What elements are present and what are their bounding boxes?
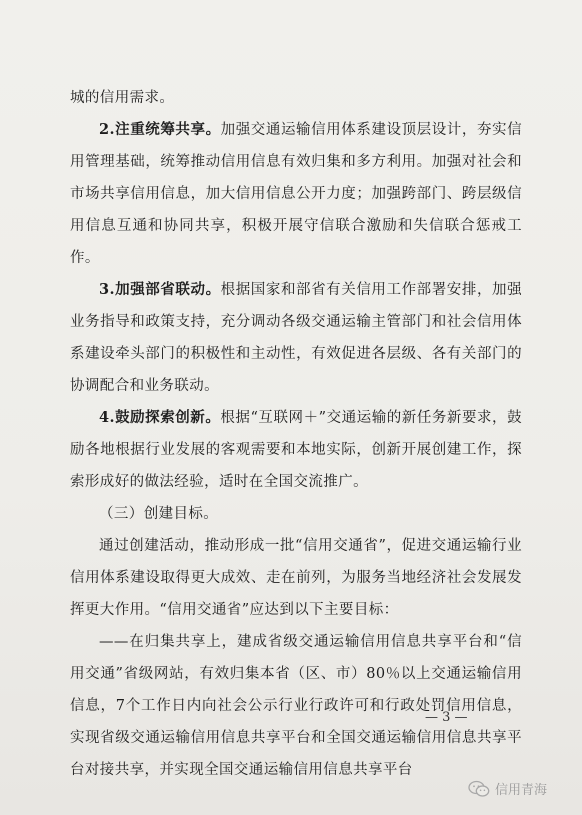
page-number: — 3 —: [425, 710, 468, 725]
paragraph-lead: 2.注重统筹共享。: [99, 121, 221, 138]
paragraph-text: ——在归集共享上，建成省级交通运输信用信息共享平台和“信用交通”省级网站，有效归集本省（区、市）80％以上交通运输信用信息，7个工作日内向社会公示行业行政许可和行政处罚信用信息，实现省级交通运输信用信息共享平台和全国交通运输信用信息共享平台对接共享，并实现全国交通运输信用信息共享平台: [70, 634, 522, 778]
paragraph-6: [70, 626, 522, 786]
paragraph-lead: 4.鼓励探索创新。: [99, 409, 221, 426]
paragraph-3: [70, 402, 522, 498]
paragraph-text: 根据“互联网＋”交通运输的新任务新要求，鼓励各地根据行业发展的客观需要和本地实际，创新开展创建工作，探索形成好的做法经验，适时在全国交流推广。: [70, 410, 522, 490]
paragraph-5: [70, 530, 522, 626]
section-heading: （三）创建目标。: [99, 506, 219, 522]
paragraph-text: 城的信用需求。: [70, 90, 175, 106]
paragraph-text: 通过创建活动，推动形成一批“信用交通省”，促进交通运输行业信用体系建设取得更大成效、走在前列，为服务当地经济社会发展发挥更大作用。“信用交通省”应达到以下主要目标：: [70, 538, 522, 618]
paragraph-text: 根据国家和部省有关信用工作部署安排，加强业务指导和政策支持，充分调动各级交通运输主管部门和社会信用体系建设牵头部门的积极性和主动性，有效促进各层级、各有关部门的协调配合和业务联动。: [70, 282, 522, 394]
document-body: [70, 82, 522, 786]
wechat-icon: [468, 780, 490, 798]
paragraph-0: [70, 82, 522, 114]
paragraph-1: [70, 114, 522, 274]
watermark-text: 信用青海: [495, 783, 548, 798]
paragraph-2: [70, 274, 522, 402]
watermark: [468, 779, 547, 798]
paragraph-lead: 3.加强部省联动。: [99, 281, 221, 298]
paragraph-text: 加强交通运输信用体系建设顶层设计，夯实信用管理基础，统筹推动信用信息有效归集和多方利用。加强对社会和市场共享信用信息，加大信用信息公开力度；加强跨部门、跨层级信用信息互通和协同共享，积极开展守信联合激励和失信联合惩戒工作。: [70, 122, 522, 266]
paragraph-4: [70, 498, 522, 530]
